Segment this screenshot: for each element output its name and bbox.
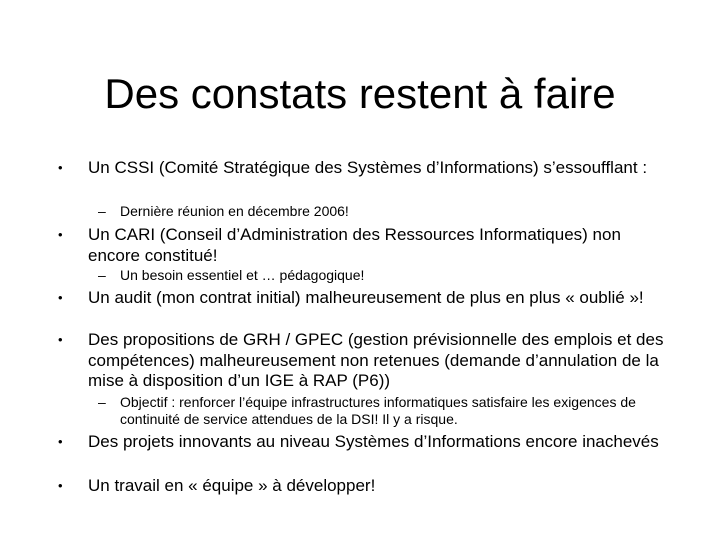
bullet-icon: • — [58, 290, 63, 305]
sub-bullet-item — [98, 203, 640, 220]
bullet-icon: • — [58, 332, 63, 347]
bullet-item — [58, 225, 668, 266]
bullet-text: Des projets innovants au niveau Systèmes d’Informations encore inachevés — [88, 432, 659, 451]
bullet-icon: • — [58, 434, 63, 449]
bullet-icon: • — [58, 478, 63, 493]
bullet-item — [58, 432, 668, 453]
bullet-item — [58, 158, 668, 179]
bullet-text: Un CSSI (Comité Stratégique des Systèmes d’Informations) s’essoufflant : — [88, 158, 648, 177]
dash-icon: – — [98, 394, 106, 410]
bullet-icon: • — [58, 160, 63, 175]
sub-bullet-item — [98, 267, 640, 284]
bullet-text: Des propositions de GRH / GPEC (gestion prévisionnelle des emplois et des compétences) malheureusement non retenues (demande d’annulation de la mise à disposition d’un IGE à RAP (P6)) — [88, 330, 664, 390]
bullet-text: Un travail en « équipe » à développer! — [88, 476, 376, 495]
dash-icon: – — [98, 267, 106, 283]
sub-bullet-text: Un besoin essentiel et … pédagogique! — [120, 267, 365, 283]
bullet-item — [58, 288, 668, 309]
dash-icon: – — [98, 203, 106, 219]
bullet-icon: • — [58, 227, 63, 242]
bullet-item — [58, 330, 668, 392]
sub-bullet-item — [98, 394, 640, 428]
sub-bullet-text: Objectif : renforcer l’équipe infrastructures informatiques satisfaire les exigences de continuité de service attendues de la DSI! Il y a risque. — [120, 394, 636, 427]
bullet-text: Un CARI (Conseil d’Administration des Ressources Informatiques) non encore constitué! — [88, 225, 621, 265]
bullet-text: Un audit (mon contrat initial) malheureusement de plus en plus « oublié »! — [88, 288, 644, 307]
bullet-item — [58, 476, 668, 497]
slide-title: Des constats restent à faire — [104, 70, 616, 117]
sub-bullet-text: Dernière réunion en décembre 2006! — [120, 203, 349, 219]
